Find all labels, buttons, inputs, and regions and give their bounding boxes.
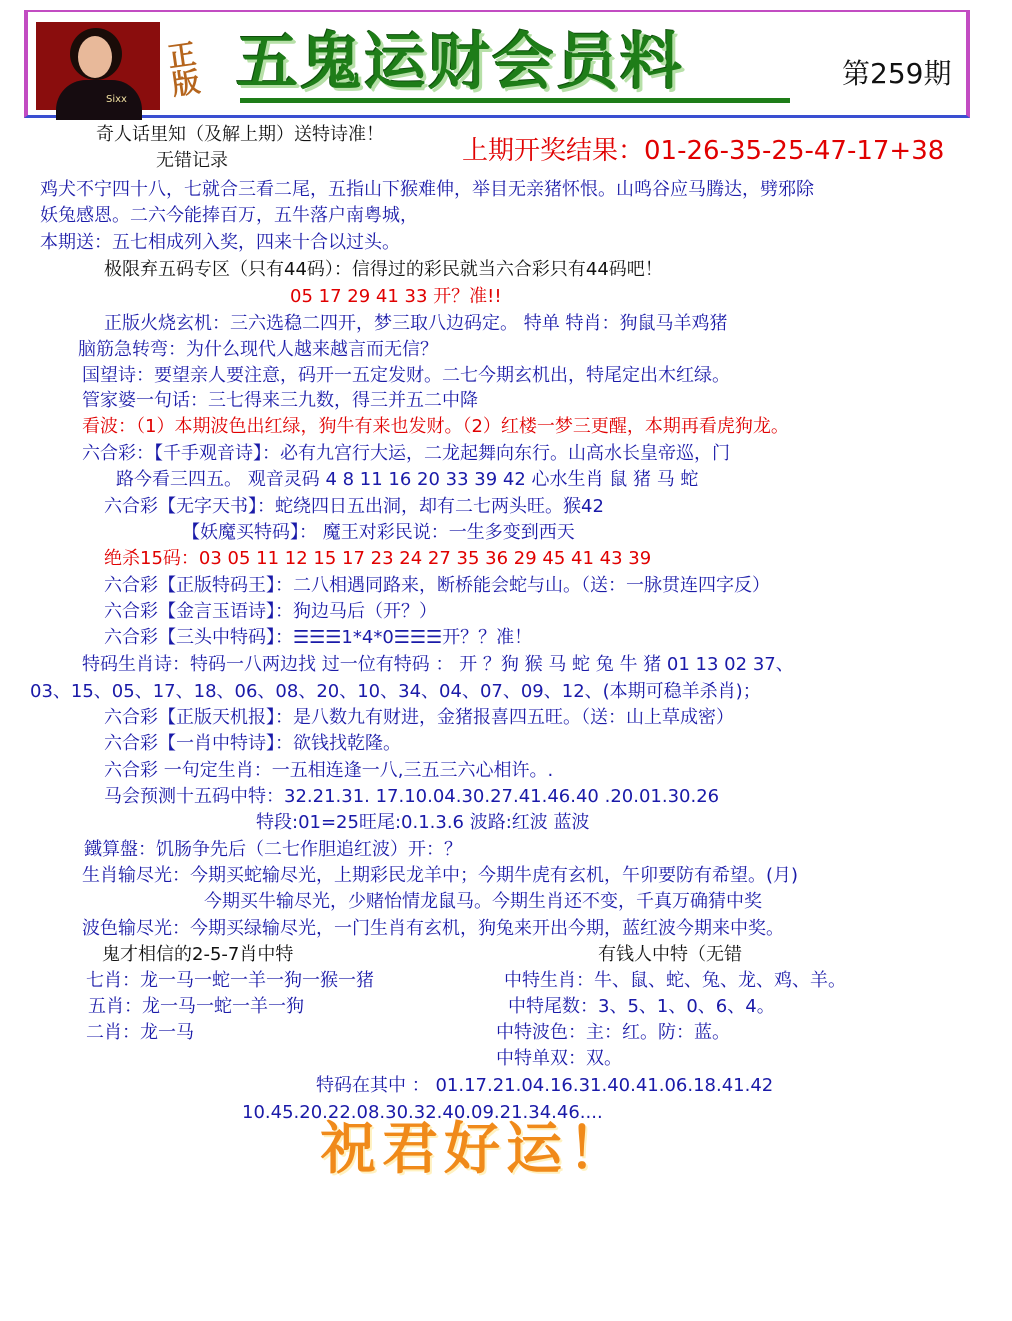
- content-line: 鸡犬不宁四十八，七就合三看二尾，五指山下猴难伸，举目无亲猪怀恨。山鸣谷应马腾达，劈邪除: [40, 179, 814, 200]
- content-line: 脑筋急转弯：为什么现代人越来越言而无信？: [78, 339, 438, 360]
- portrait-tag: Sixx: [106, 94, 127, 105]
- content-line: 六合彩【金言玉语诗】：狗边马后（开？）: [104, 601, 437, 622]
- content-line: 七肖：龙一马一蛇一羊一狗一猴一猪: [86, 970, 374, 991]
- content-line: 六合彩【三头中特码】：☰☰☰1*4*0☰☰☰开？？准！: [104, 627, 533, 648]
- last-result-numbers: 01-26-35-25-47-17+38: [644, 136, 945, 166]
- content-line: 中特尾数：3、5、1、0、6、4。: [508, 996, 775, 1017]
- content-line: 中特波色：主：红。防：蓝。: [496, 1022, 730, 1043]
- content-line: 妖兔感恩。二六今能捧百万，五牛落户南粤城，: [40, 205, 418, 226]
- content-line: 六合彩【正版特码王】：二八相遇同路来，断桥能会蛇与山。（送：一脉贯连四字反）: [104, 575, 770, 596]
- content-line: 特码生肖诗：特码一八两边找 过一位有特码 ： 开 ？狗 猴 马 蛇 兔 牛 猪 01 13 02 37、: [82, 654, 794, 675]
- content-line: 【妖魔买特码】： 魔王对彩民说：一生多变到西天: [182, 522, 575, 543]
- content-line: 管家婆一句话：三七得来三九数，得三并五二中降: [82, 390, 478, 411]
- content-line: 国望诗：要望亲人要注意，码开一五定发财。二七今期玄机出，特尾定出木红绿。: [82, 365, 730, 386]
- content-line: 马会预测十五码中特：32.21.31. 17.10.04.30.27.41.46.40 .20.01.30.26: [104, 786, 720, 807]
- last-result-label: 上期开奖结果：: [462, 136, 645, 166]
- content-line: 二肖：龙一马: [86, 1022, 194, 1043]
- content-line: 中特单双：双。: [496, 1048, 622, 1069]
- bottom-banner: [320, 1117, 630, 1182]
- title-underline: [240, 98, 790, 103]
- content-line: 正版火烧玄机：三六选稳二四开，梦三取八边码定。 特单 特肖：狗鼠马羊鸡猪: [104, 313, 728, 334]
- content-line: 鐵算盤：饥肠争先后（二七作胆追红波）开：？: [84, 839, 462, 860]
- portrait-face: [78, 36, 112, 78]
- content-line: 10.45.20.22.08.30.32.40.09.21.34.46....: [242, 1102, 603, 1123]
- content-line: 中特生肖：牛、鼠、蛇、兔、龙、鸡、羊。: [504, 970, 846, 991]
- content-line: 六合彩【无字天书】：蛇绕四日五出洞，却有二七两头旺。猴42: [104, 496, 604, 517]
- content-line: 六合彩【一肖中特诗】：欲钱找乾隆。: [104, 733, 401, 754]
- content-line: 绝杀15码：03 05 11 12 15 17 23 24 27 35 36 29 45 41 43 39: [104, 548, 652, 569]
- content-line: 五肖：龙一马一蛇一羊一狗: [88, 996, 304, 1017]
- content-line: 六合彩【正版天机报】：是八数九有财进，金猪报喜四五旺。（送：山上草成密）: [104, 707, 734, 728]
- last-result: [462, 130, 944, 167]
- content-line: 路今看三四五。 观音灵码 4 8 11 16 20 33 39 42 心水生肖 鼠 猪 马 蛇: [116, 469, 699, 490]
- genuine-badge: 正版: [165, 37, 203, 102]
- content-line: 今期买牛输尽光，少赌怡情龙鼠马。今期生肖还不变，千真万确猜中奖: [204, 891, 762, 912]
- page-title: 五鬼运财会员料: [236, 25, 685, 98]
- content-line: 鬼才相信的2-5-7肖中特: [102, 944, 294, 965]
- issue-number: 第259期: [842, 57, 952, 90]
- bottom-banner-text: 祝君好运！: [320, 1117, 630, 1182]
- content-line: 特码在其中 ： 01.17.21.04.16.31.40.41.06.18.41.42: [316, 1075, 774, 1096]
- content-line: 看波：（1）本期波色出红绿，狗牛有来也发财。（2）红楼一梦三更醒，本期再看虎狗龙。: [82, 416, 789, 437]
- portrait-photo: [36, 22, 160, 110]
- content-line: 奇人话里知（及解上期）送特诗准！: [96, 124, 384, 145]
- content-line: 特段:01=25旺尾:0.1.3.6 波路:红波 蓝波: [256, 812, 590, 833]
- content-line: 有钱人中特（无错: [598, 944, 742, 965]
- content-line: 六合彩 一句定生肖：一五相连逢一八,三五三六心相许。.: [104, 760, 554, 781]
- content-line: 05 17 29 41 33 开？准!!: [290, 286, 502, 307]
- content-line: 波色输尽光：今期买绿输尽光，一门生肖有玄机，狗兔来开出今期，蓝红波今期来中奖。: [82, 918, 784, 939]
- content-line: 03、15、05、17、18、06、08、20、10、34、04、07、09、12、(本期可稳羊杀肖)；: [30, 681, 761, 702]
- content-line: 极限弃五码专区（只有44码）：信得过的彩民就当六合彩只有44码吧！: [104, 259, 663, 280]
- content-line: 本期送：五七相成列入奖，四来十合以过头。: [40, 232, 400, 253]
- content-line: 无错记录: [156, 150, 228, 171]
- content-line: 生肖输尽光：今期买蛇输尽光，上期彩民龙羊中；今期牛虎有玄机，午卯要防有希望。(月): [82, 865, 799, 886]
- portrait-body: [56, 80, 142, 120]
- content-line: 六合彩：【千手观音诗】：必有九宫行大运，二龙起舞向东行。山高水长皇帝巡，门: [82, 443, 730, 464]
